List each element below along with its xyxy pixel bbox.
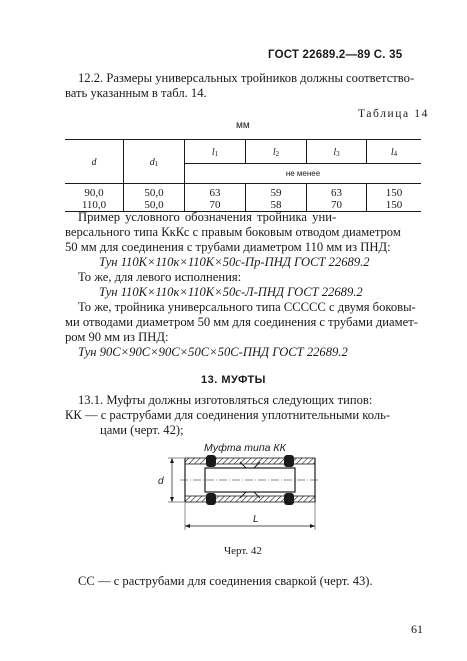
figure-caption: Черт. 42 [224,545,262,557]
col-header-l1: l1 [185,140,246,164]
designation-2: Тун 110К×110к×110К×50с-Л-ПНД ГОСТ 22689.2 [99,285,363,299]
col-header-d: d [65,140,124,184]
table-row: 110,0 50,0 70 58 70 150 [65,199,421,212]
dimension-d: d [158,476,164,487]
coupling-drawing [150,440,350,540]
left-version-text: То же, для левого исполнения: [78,270,242,284]
cc-line: СС — с раструбами для соединения сваркой (черт. 43). [78,574,373,588]
dimension-L: L [253,514,259,525]
cccc-line-3: ром 90 мм из ПНД: [65,330,169,344]
kk-line-2: цами (черт. 42); [100,423,184,437]
table-14-units: мм [236,120,250,131]
paragraph-12-2-line-1: 12.2. Размеры универсальных тройников должны соответство- [78,71,415,85]
section-title: 13. МУФТЫ [201,374,266,386]
table-14 [65,139,421,212]
example-line-2: версального типа КкКс с правым боковым отводом диаметром [65,225,401,239]
paragraph-13-1: 13.1. Муфты должны изготовляться следующих типов: [78,393,373,407]
cccc-line-2: ми отводами диаметром 50 мм для соединения с трубами диамет- [65,315,418,329]
drawing-title: Муфта типа КК [204,442,286,454]
cccc-line-1: То же, тройника универсального типа СССCC с двумя боковы- [78,300,416,314]
table-row: 90,0 50,0 63 59 63 150 [65,184,421,199]
designation-1: Тун 110К×110к×110К×50с-Пр-ПНД ГОСТ 22689.2 [99,255,370,269]
col-header-l2: l2 [246,140,307,164]
example-line-1: Пример условного обозначения тройника уни- [78,210,337,224]
col-header-l4: l4 [367,140,422,164]
table-14-label: Таблица 14 [358,108,429,120]
col-header-l3: l3 [307,140,367,164]
paragraph-12-2-line-2: вать указанным в табл. 14. [65,86,207,100]
designation-3: Тун 90С×90С×90С×50С×50С-ПНД ГОСТ 22689.2 [78,345,348,359]
example-line-3: 50 мм для соединения с трубами диаметром 110 мм из ПНД: [65,240,391,254]
page-header: ГОСТ 22689.2—89 С. 35 [268,49,403,61]
subheader-not-less: не менее [185,164,422,184]
col-header-d1: d1 [124,140,185,184]
kk-line-1: КК — с раструбами для соединения уплотнительными коль- [65,408,391,422]
page-number: 61 [411,622,423,636]
